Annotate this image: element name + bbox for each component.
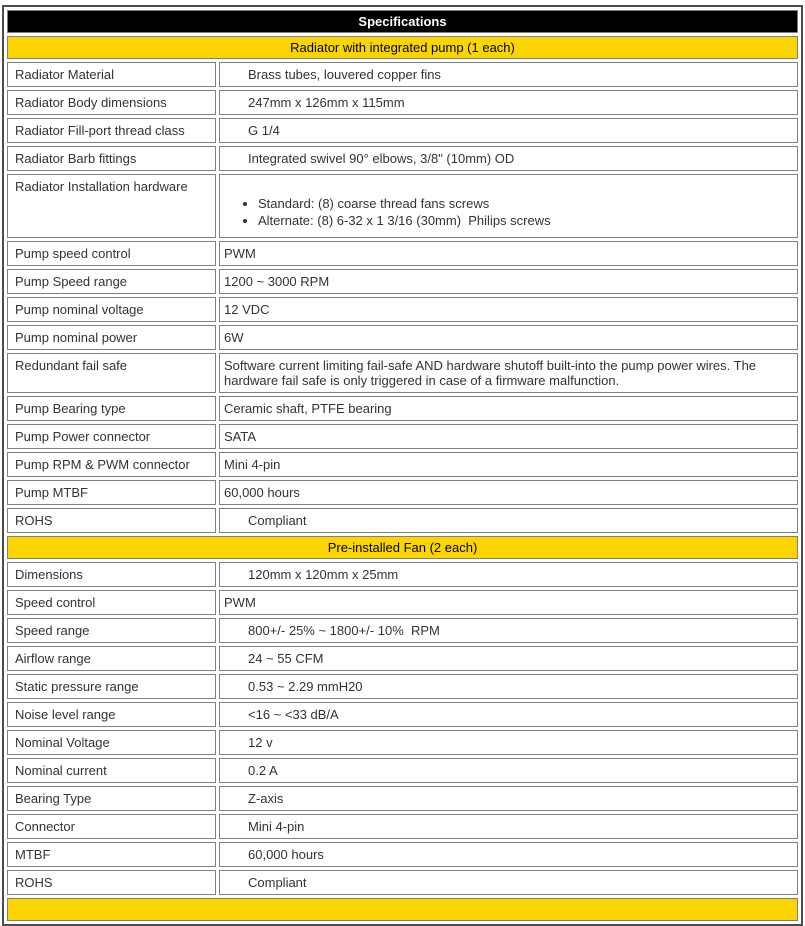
spec-row [7,562,798,587]
spec-row [7,674,798,699]
bullet-list [224,195,792,229]
table-title-row [7,10,798,33]
spec-value: Compliant [219,870,798,895]
spec-label: Redundant fail safe [7,353,216,393]
section-header-row [7,536,798,559]
spec-label: Pump nominal power [7,325,216,350]
spec-value [219,174,798,238]
spec-value: 12 VDC [219,297,798,322]
spec-value: 800+/- 25% ~ 1800+/- 10% RPM [219,618,798,643]
spec-label: Pump Speed range [7,269,216,294]
spec-value: 247mm x 126mm x 115mm [219,90,798,115]
spec-table-body [7,36,798,921]
spec-row [7,870,798,895]
section-header [7,898,798,921]
spec-row [7,786,798,811]
spec-value: 24 ~ 55 CFM [219,646,798,671]
spec-label: Pump RPM & PWM connector [7,452,216,477]
section-header-row [7,36,798,59]
bullet-item: • Standard: (8) coarse thread fans screws [258,195,792,212]
spec-row [7,452,798,477]
spec-label: Radiator Body dimensions [7,90,216,115]
spec-value: 60,000 hours [219,842,798,867]
spec-label: Airflow range [7,646,216,671]
bullet-item: • Alternate: (8) 6-32 x 1 3/16 (30mm) Philips screws [258,212,792,229]
spec-row [7,62,798,87]
spec-row [7,508,798,533]
spec-value: Mini 4-pin [219,452,798,477]
spec-value: Software current limiting fail-safe AND hardware shutoff built-into the pump power wires. The hardware fail safe is only triggered in case of a firmware malfunction. [219,353,798,393]
spec-value: 1200 ~ 3000 RPM [219,269,798,294]
spec-value: 0.53 ~ 2.29 mmH20 [219,674,798,699]
spec-value: 120mm x 120mm x 25mm [219,562,798,587]
spec-value: <16 ~ <33 dB/A [219,702,798,727]
spec-label: Bearing Type [7,786,216,811]
spec-value: Integrated swivel 90° elbows, 3/8" (10mm) OD [219,146,798,171]
section-header: Radiator with integrated pump (1 each) [7,36,798,59]
spec-label: Speed control [7,590,216,615]
spec-value: Mini 4-pin [219,814,798,839]
spec-row [7,241,798,266]
spec-row [7,730,798,755]
spec-value: PWM [219,590,798,615]
spec-row [7,90,798,115]
spec-label: ROHS [7,870,216,895]
spec-value: 60,000 hours [219,480,798,505]
spec-row [7,146,798,171]
spec-row [7,646,798,671]
spec-row [7,758,798,783]
spec-label: Pump MTBF [7,480,216,505]
spec-label: Noise level range [7,702,216,727]
spec-value: Compliant [219,508,798,533]
section-header-row [7,898,798,921]
spec-label: Radiator Barb fittings [7,146,216,171]
spec-value: Brass tubes, louvered copper fins [219,62,798,87]
spec-label: ROHS [7,508,216,533]
spec-row [7,618,798,643]
spec-value: Z-axis [219,786,798,811]
spec-label: Nominal current [7,758,216,783]
spec-row [7,814,798,839]
spec-value: G 1/4 [219,118,798,143]
table-title: Specifications [7,10,798,33]
spec-row [7,480,798,505]
spec-value: 0.2 A [219,758,798,783]
spec-label: Pump Power connector [7,424,216,449]
spec-row [7,590,798,615]
spec-value: Ceramic shaft, PTFE bearing [219,396,798,421]
spec-label: Static pressure range [7,674,216,699]
spec-label: Dimensions [7,562,216,587]
spec-label: Nominal Voltage [7,730,216,755]
spec-label: Radiator Fill-port thread class [7,118,216,143]
section-header: Pre-installed Fan (2 each) [7,536,798,559]
spec-value: SATA [219,424,798,449]
spec-label: MTBF [7,842,216,867]
spec-row [7,297,798,322]
spec-label: Radiator Material [7,62,216,87]
spec-row [7,174,798,238]
spec-label: Radiator Installation hardware [7,174,216,238]
spec-row [7,702,798,727]
spec-value: PWM [219,241,798,266]
spec-row [7,424,798,449]
spec-label: Pump nominal voltage [7,297,216,322]
spec-row [7,269,798,294]
spec-value: 6W [219,325,798,350]
spec-label: Pump speed control [7,241,216,266]
spec-label: Pump Bearing type [7,396,216,421]
spec-row [7,325,798,350]
spec-label: Connector [7,814,216,839]
spec-table [2,5,803,926]
spec-row [7,842,798,867]
spec-row [7,396,798,421]
spec-row [7,353,798,393]
spec-label: Speed range [7,618,216,643]
spec-value: 12 v [219,730,798,755]
spec-row [7,118,798,143]
